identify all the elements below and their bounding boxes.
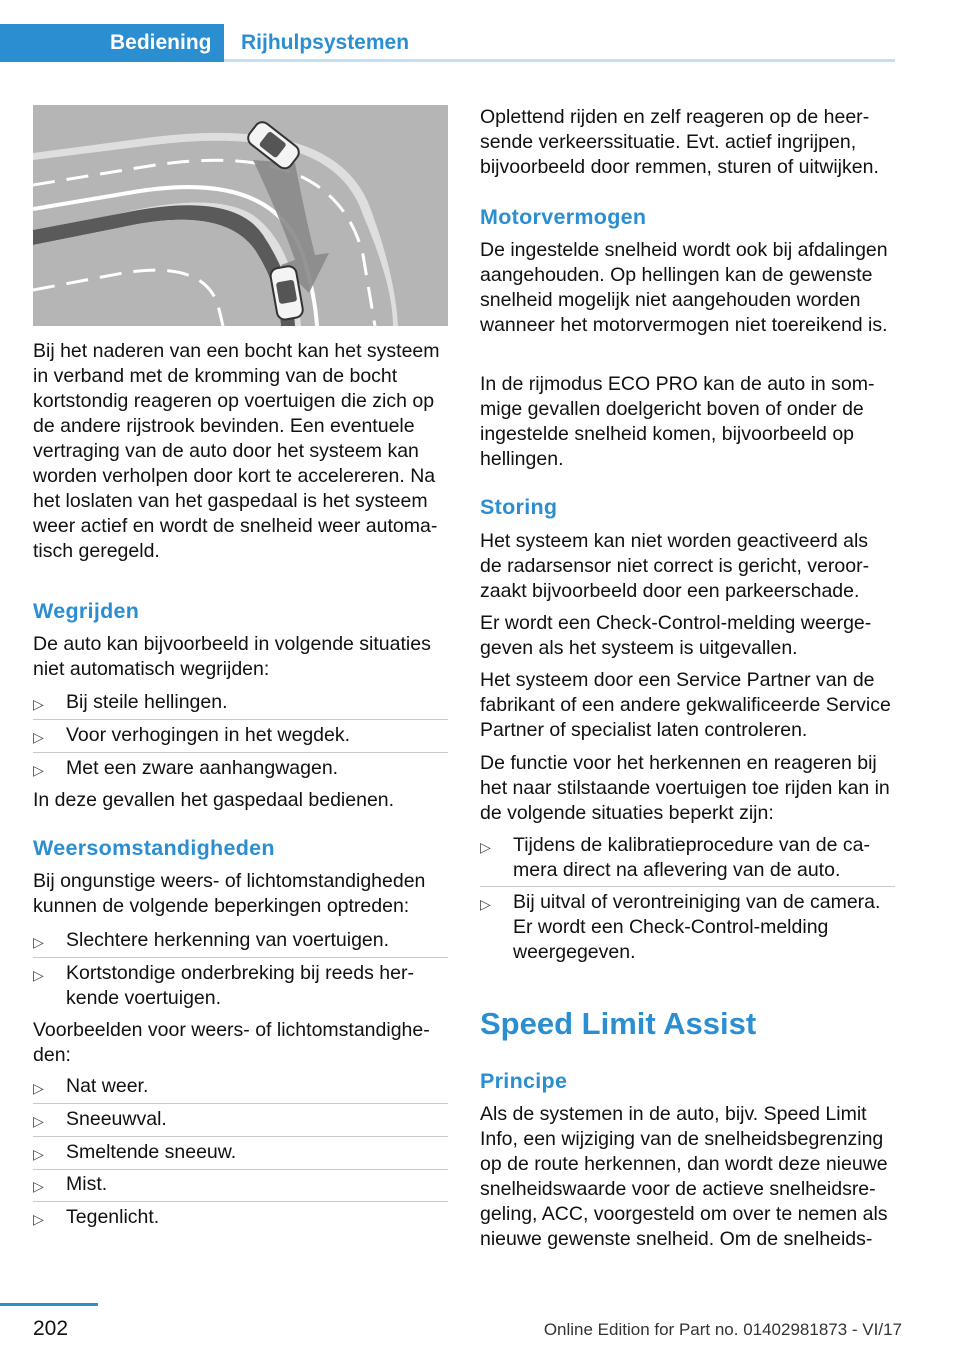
attention-paragraph: Oplettend rijden en zelf reageren op de heersende verkeerssituatie. Evt. actief ingrijpen, bijvoorbeeld door remmen, sturen of uitwijken. xyxy=(480,106,879,178)
bullet-icon: ▷ xyxy=(33,967,44,983)
motor-paragraph-1: De ingestelde snelheid wordt ook bij afdalingen aangehouden. Op hellingen kan de gewenste snelheid mogelijk niet aangehouden worden wanneer het motorvermogen niet toereikend is. xyxy=(480,239,888,336)
motor-paragraph-2: In de rijmodus ECO PRO kan de auto in sommige gevallen doelgericht boven of onder de ingestelde snelheid komen, bijvoorbeeld op hellingen. xyxy=(480,373,875,470)
list-divider xyxy=(33,1103,448,1104)
storing-paragraph-2: Er wordt een Check-Control-melding weergegeven als het systeem is uitgevallen. xyxy=(480,612,872,659)
tab-underline xyxy=(224,59,895,62)
list-divider xyxy=(33,719,448,720)
tab-bediening[interactable]: Bediening xyxy=(0,24,224,62)
bullet-icon: ▷ xyxy=(33,762,44,778)
bullet-icon: ▷ xyxy=(480,896,491,912)
storing-paragraph-1: Het systeem kan niet worden geactiveerd als de radarsensor niet correct is gericht, veroorzaakt bijvoorbeeld door een parkeerschade. xyxy=(480,530,870,602)
storing-paragraph-3: Het systeem door een Service Partner van de fabrikant of een andere gekwalificeerde Service Partner of specialist laten controleren. xyxy=(480,669,891,741)
list-divider xyxy=(33,1136,448,1137)
bullet-icon: ▷ xyxy=(33,1146,44,1162)
wegrijden-paragraph: De auto kan bijvoorbeeld in volgende situaties niet automatisch wegrijden: xyxy=(33,633,431,680)
heading-storing: Storing xyxy=(480,495,558,519)
heading-wegrijden: Wegrijden xyxy=(33,599,140,623)
heading-weersomstandigheden: Weersomstandigheden xyxy=(33,836,275,860)
heading-motorvermogen: Motorvermogen xyxy=(480,205,647,229)
weers-paragraph: Bij ongunstige weers- of lichtomstandigheden kunnen de volgende beperkingen optreden: xyxy=(33,870,426,917)
footer-rule xyxy=(0,1303,98,1306)
bullet-icon: ▷ xyxy=(33,1113,44,1129)
voorbeelden-paragraph: Voorbeelden voor weers- of lichtomstandigheden: xyxy=(33,1019,430,1066)
edition-note: Online Edition for Part no. 01402981873 - VI/17 xyxy=(543,1320,902,1339)
page-number: 202 xyxy=(33,1317,69,1340)
curve-paragraph: Bij het naderen van een bocht kan het systeem in verband met de kromming van de bocht kortstondig reageren op voertuigen die zich op de andere rijstrook bevinden. Een eventuele vertraging van de auto door het systeem kan worden verholpen door kort te accelereren. Na het loslaten van het gaspedaal is het systeem weer actief en wordt de snelheid weer automatisch geregeld. xyxy=(33,340,440,562)
bullet-icon: ▷ xyxy=(33,696,44,712)
list-divider xyxy=(33,1201,448,1202)
bullet-icon: ▷ xyxy=(480,839,491,855)
bullet-icon: ▷ xyxy=(33,1211,44,1227)
bullet-icon: ▷ xyxy=(33,729,44,745)
storing-paragraph-4: De functie voor het herkennen en reageren bij het naar stilstaande voertuigen toe rijden kan in de volgende situaties beperkt zijn: xyxy=(480,752,890,824)
heading-principe: Principe xyxy=(480,1069,568,1093)
list-divider xyxy=(33,957,448,958)
list-divider xyxy=(33,1169,448,1170)
list-divider xyxy=(33,752,448,753)
principe-paragraph: Als de systemen in de auto, bijv. Speed Limit Info, een wijziging van de snelheidsbegrenzing op de route herkennen, dan wordt deze nieuwe snelheidswaarde voor de actieve snelheidsregeling, ACC, voorgesteld om over te nemen als nieuwe gewenste snelheid. Om de snelheids- xyxy=(480,1103,888,1250)
bullet-icon: ▷ xyxy=(33,1080,44,1096)
header-tabbar xyxy=(0,24,895,62)
bullet-icon: ▷ xyxy=(33,934,44,950)
wegrijden-note: In deze gevallen het gaspedaal bedienen. xyxy=(33,789,395,811)
bullet-icon: ▷ xyxy=(33,1178,44,1194)
heading-speed-limit-assist: Speed Limit Assist xyxy=(480,1006,757,1041)
tab-rijhulpsystemen[interactable]: Rijhulpsystemen xyxy=(241,31,410,54)
list-divider xyxy=(480,886,895,887)
curve-illustration xyxy=(33,105,448,326)
